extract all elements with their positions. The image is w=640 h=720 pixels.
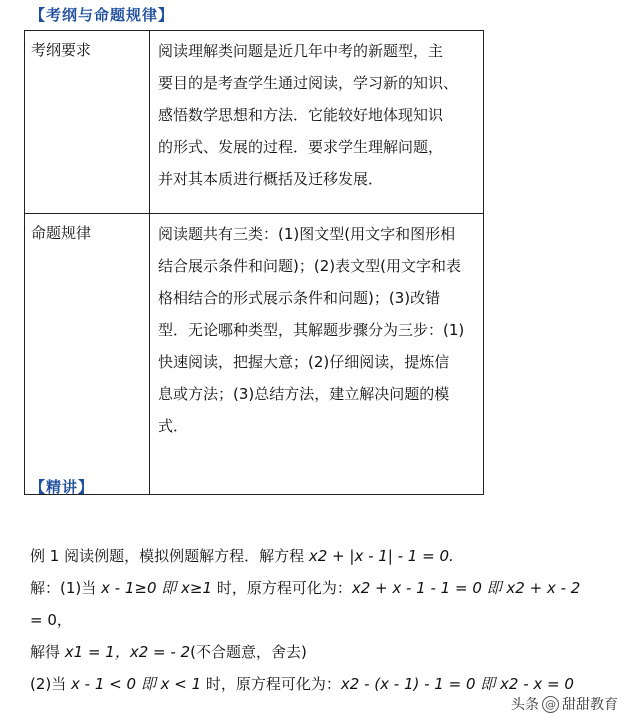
content-line: 阅读题共有三类：(1)图文型(用文字和图形相 [158, 225, 456, 243]
example-text: = 0， [30, 611, 72, 629]
content-line: 格相结合的形式展示条件和问题)；(3)改错 [158, 289, 441, 307]
table-row [25, 31, 484, 214]
content-line: 结合展示条件和问题)；(2)表文型(用文字和表 [158, 257, 461, 275]
content-line: 快速阅读，把握大意；(2)仔细阅读，提炼信 [158, 353, 450, 371]
outline-table [24, 30, 484, 495]
row-content [150, 31, 484, 214]
table-row [25, 214, 484, 495]
example-text: 解：(1)当 [30, 579, 102, 597]
example-line [30, 636, 630, 668]
equation: x1 = 1，x2 = - 2 [64, 643, 191, 661]
lecture-section-title: 【精讲】 [30, 478, 95, 496]
at-icon: @ [542, 696, 559, 713]
example-text: 解得 [30, 643, 65, 661]
watermark-prefix: 头条 [511, 697, 539, 713]
example-line [30, 572, 630, 604]
example-text: 时，原方程可化为： [212, 579, 352, 597]
content-line: 息或方法；(3)总结方法，建立解决问题的模 [158, 385, 450, 403]
example-body [30, 540, 630, 700]
row-content [150, 214, 484, 495]
watermark [511, 694, 618, 714]
example-line [30, 540, 630, 572]
equation: x - 1 < 0 即 x < 1 [71, 675, 202, 693]
content-line: 感悟数学思想和方法．它能较好地体现知识 [158, 106, 444, 124]
watermark-account: 甜甜教育 [562, 697, 618, 713]
equation: x2 + |x - 1| - 1 = 0. [308, 547, 454, 565]
example-text: (2)当 [30, 675, 72, 693]
equation: x2 - (x - 1) - 1 = 0 即 x2 - x = 0 [340, 675, 574, 693]
example-text: (不合题意，舍去) [190, 643, 307, 661]
outline-section-title: 【考纲与命题规律】 [30, 6, 175, 24]
example-line [30, 604, 630, 636]
content-line: 要目的是考查学生通过阅读，学习新的知识、 [158, 74, 459, 92]
example-text: 例 1 阅读例题，模拟例题解方程．解方程 [30, 547, 309, 565]
example-text: 时，原方程可化为： [201, 675, 341, 693]
content-line: 并对其本质进行概括及迁移发展． [158, 170, 384, 188]
row-label: 命题规律 [25, 214, 150, 495]
content-line: 式． [158, 417, 189, 435]
content-line: 型．无论哪种类型，其解题步骤分为三步：(1) [158, 321, 465, 339]
content-line: 的形式、发展的过程．要求学生理解问题， [158, 138, 444, 156]
content-line: 阅读理解类问题是近几年中考的新题型，主 [158, 42, 444, 60]
equation: x - 1≥0 即 x≥1 [101, 579, 213, 597]
equation: x2 + x - 1 - 1 = 0 即 x2 + x - 2 [351, 579, 581, 597]
row-label: 考纲要求 [25, 31, 150, 214]
